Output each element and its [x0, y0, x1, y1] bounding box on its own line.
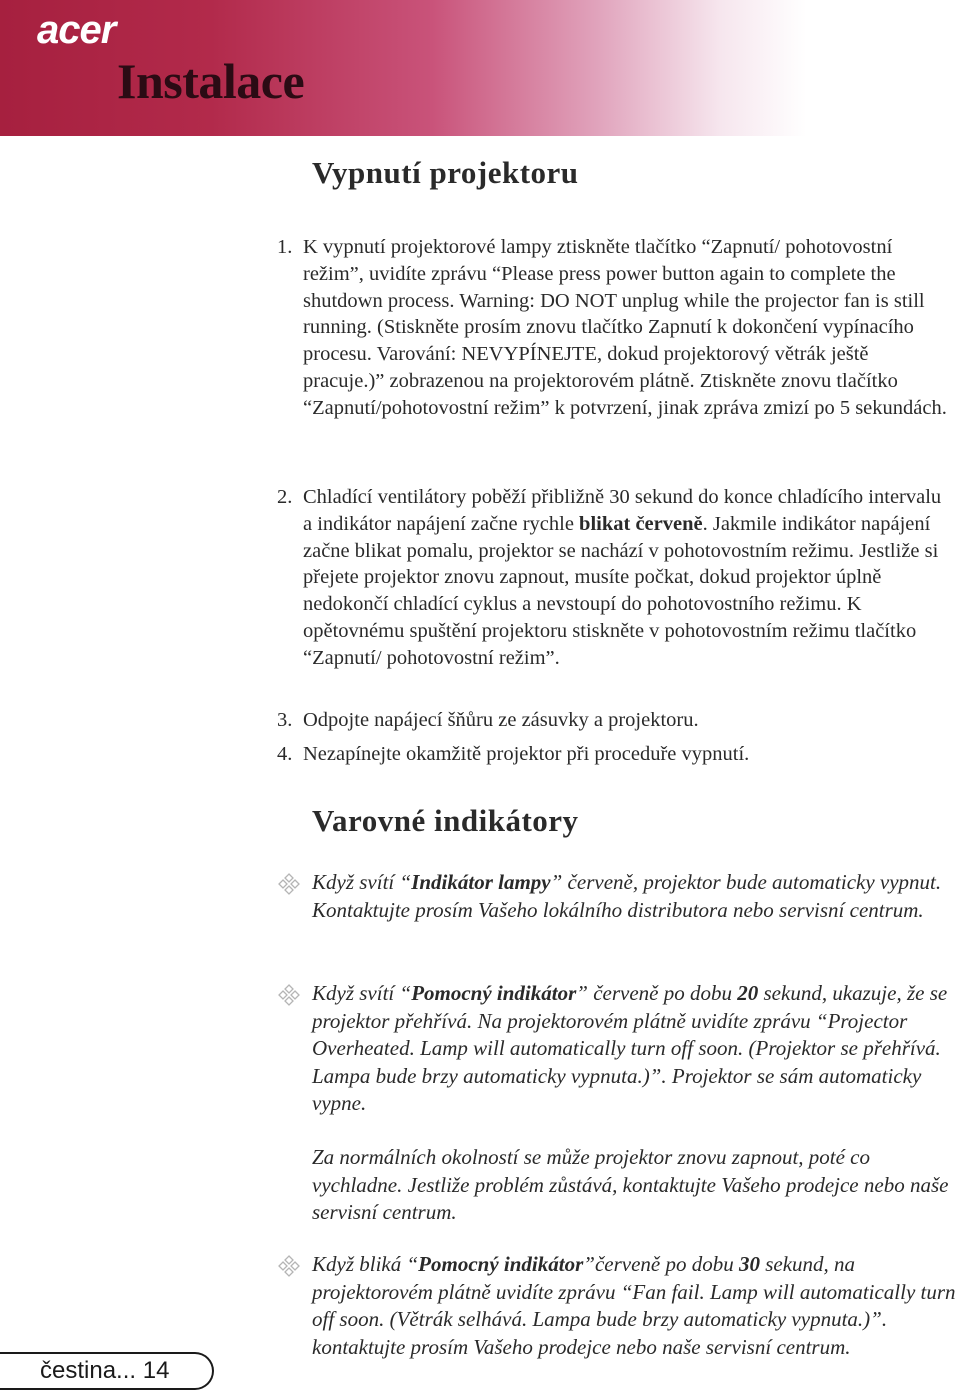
- step-text: Odpojte napájecí šňůru ze zásuvky a projektoru.: [303, 709, 699, 731]
- step-number: 1.: [277, 236, 293, 258]
- emphasis-text: blikat červeně: [579, 512, 703, 535]
- header-banner: [0, 0, 960, 136]
- step-number: 4.: [277, 743, 293, 765]
- step-number: 3.: [277, 709, 293, 731]
- four-diamond-bullet-icon: [278, 984, 300, 1006]
- step-text: K vypnutí projektorové lampy ztiskněte tlačítko “Zapnutí/ pohotovostní režim”, uvidíte zprávu “Please press power button again to complete the shutdown process. Warning: DO NOT unplug while the projector fan is still running. (Stiskněte prosím znovu tlačítko Zapnutí k dokončení vypínacího procesu. Varování: NEVYPÍNEJTE, dokud projektorový větrák ještě pracuje.)” zobrazenou na projektorovém plátně. Ztiskněte znovu tlačítko “Zapnutí/pohotovostní režim” k potvrzení, jinak zpráva zmizí po 5 sekundách.: [303, 236, 947, 419]
- warning-text: Když bliká “Pomocný indikátor”červeně po dobu 30 sekund, na projektorovém plátně uvidíte zprávu “Fan fail. Lamp will automatically turn off soon. (Větrák selhává. Lampa bude brzy automaticky vypnuta.)”. kontaktujte prosím Vašeho prodejce nebo naše servisní centrum.: [312, 1252, 956, 1359]
- list-item-step-2: [277, 484, 953, 672]
- list-item-warning-1: [278, 869, 960, 924]
- warning-text: Když svítí “Indikátor lampy” červeně, projektor bude automaticky vypnut. Kontaktujte prosím Vašeho lokálního distributora nebo servisní centrum.: [312, 870, 942, 922]
- section-title-shutdown: Vypnutí projektoru: [312, 155, 579, 190]
- list-item-step-3: [277, 707, 953, 734]
- list-item-warning-note: [278, 1144, 960, 1227]
- step-number: 2.: [277, 486, 293, 508]
- indicator-name: Indikátor lampy: [411, 870, 551, 894]
- indicator-name: Pomocný indikátor: [411, 981, 577, 1005]
- chapter-title: Instalace: [117, 53, 305, 109]
- list-item-warning-2: [278, 980, 960, 1118]
- page-number: 14: [142, 1357, 170, 1384]
- list-item-warning-3: [278, 1251, 960, 1361]
- four-diamond-bullet-icon: [278, 873, 300, 895]
- warning-text: Za normálních okolností se může projektor znovu zapnout, poté co vychladne. Jestliže problém zůstává, kontaktujte Vašeho prodejce nebo naše servisní centrum.: [312, 1145, 949, 1224]
- duration-value: 30: [738, 1252, 760, 1276]
- page-number-badge: [0, 1352, 214, 1390]
- indicator-name: Pomocný indikátor: [418, 1252, 584, 1276]
- list-item-step-1: [277, 234, 953, 422]
- list-item-step-4: [277, 741, 953, 768]
- step-text: Nezapínejte okamžitě projektor při proceduře vypnutí.: [303, 743, 750, 765]
- section-title-warning-indicators: Varovné indikátory: [312, 803, 579, 838]
- acer-logo: acer: [37, 8, 116, 52]
- footer-language: čestina: [40, 1357, 117, 1384]
- four-diamond-bullet-icon: [278, 1255, 300, 1277]
- footer-separator: ...: [116, 1357, 137, 1384]
- warning-text: Když svítí “Pomocný indikátor” červeně po dobu 20 sekund, ukazuje, že se projektor přehřívá. Na projektorovém plátně uvidíte zprávu “Projector Overheated. Lamp will automatically turn off soon. (Projektor se přehřívá. Lampa bude brzy automaticky vypnuta.)”. Projektor se sám automaticky vypne.: [312, 981, 948, 1115]
- duration-value: 20: [737, 981, 759, 1005]
- step-text: Chladící ventilátory poběží přibližně 30 sekund do konce chladícího intervalu a indikátor napájení začne rychle blikat červeně. Jakmile indikátor napájení začne blikat pomalu, projektor se nachází v pohotovostním režimu. Jestliže si přejete projektor znovu zapnout, musíte počkat, dokud projektor úplně nedokončí chladící cyklus a nevstoupí do pohotovostního režimu. K opětovnému spuštění projektoru stiskněte v pohotovostním režimu tlačítko “Zapnutí/ pohotovostní režim”.: [303, 486, 942, 669]
